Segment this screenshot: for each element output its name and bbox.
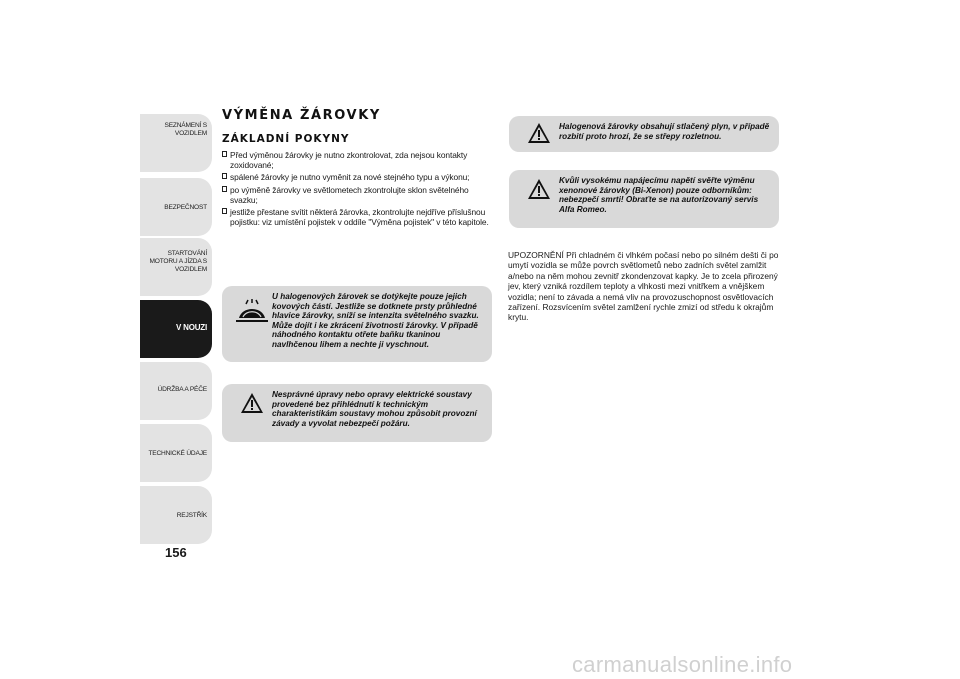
page-number: 156	[165, 545, 187, 560]
instruction-list	[222, 150, 497, 227]
warning-triangle-icon	[527, 122, 551, 144]
checkbox-bullet-icon	[222, 186, 227, 192]
tab-rejstrik[interactable]: REJSTŘÍK	[140, 486, 212, 544]
list-item: Před výměnou žárovky je nutno zkontrolovat, zda nejsou kontakty zoxidované;	[222, 150, 497, 170]
list-item: jestliže přestane svítit některá žárovka, zkontrolujte nejdříve příslušnou pojistku: viz umístění pojistek v oddíle "Výměna pojistek" v této kapitole.	[222, 207, 497, 227]
warning-text: Kvůli vysokému napájecímu napětí svěřte výměnu xenonové žárovky (Bi-Xenon) pouze odborníkům: nebezpečí smrti! Obraťte se na autorizovaný servis Alfa Romeo.	[559, 176, 759, 214]
tab-udrzba[interactable]: ÚDRŽBA A PÉČE	[140, 362, 212, 420]
checkbox-bullet-icon	[222, 208, 227, 214]
tab-seznameni[interactable]: SEZNÁMENÍ S VOZIDLEM	[140, 114, 212, 172]
warning-triangle-icon	[240, 392, 264, 414]
tab-bezpecnost[interactable]: BEZPEČNOST	[140, 178, 212, 236]
xenon-warning	[509, 170, 779, 228]
list-item: spálené žárovky je nutno vyměnit za nové stejného typu a výkonu;	[222, 172, 497, 182]
halogen-pressure-warning	[509, 116, 779, 152]
warning-text: U halogenových žárovek se dotýkejte pouze jejich kovových částí. Jestliže se dotknete prsty průhledné hlavice žárovky, sníží se intenzita světelného svazku. Může dojít i ke zkrácení životnosti žárovky. V případě náhodného kontaktu otřete baňku tkaninou navlhčenou lihem a nechte ji vyschnout.	[272, 292, 479, 349]
warning-triangle-icon	[527, 178, 551, 200]
left-column	[222, 108, 497, 229]
tab-technicke-udaje[interactable]: TECHNICKÉ ÚDAJE	[140, 424, 212, 482]
notice-paragraph: UPOZORNĚNÍ Při chladném či vlhkém počasí nebo po silném dešti či po umytí vozidla se může povrch světlometů nebo zadních světel zamlžit a/nebo na něm mohou zevnitř zkondenzovat kapky. Je to zcela přirozený jev, který vzniká rozdílem teploty a vlhkosti mezi vnitřkem a vnějškem vozidla; není to závada a nemá vliv na provozuschopnost osvětlovacích zařízení. Rozsvícením světel zamlžení rychle zmizí od středu k okrajům krytu.	[508, 250, 779, 323]
warning-text: Nesprávné úpravy nebo opravy elektrické soustavy provedené bez přihlédnutí k technickým charakteristikám soustavy mohou způsobit provozní závady a vyvolat nebezpečí požáru.	[272, 390, 477, 428]
checkbox-bullet-icon	[222, 151, 227, 157]
watermark: carmanualsonline.info	[572, 652, 793, 677]
section-title: ZÁKLADNÍ POKYNY	[222, 133, 350, 145]
tab-v-nouzi[interactable]: V NOUZI	[140, 300, 212, 358]
bulb-handling-warning	[222, 286, 492, 362]
checkbox-bullet-icon	[222, 173, 227, 179]
bulb-handling-icon	[234, 298, 270, 324]
warning-text: Halogenová žárovky obsahují stlačený plyn, v případě rozbití proto hrozí, že se střepy rozletnou.	[559, 122, 770, 141]
list-item: po výměně žárovky ve světlometech zkontrolujte sklon světelného svazku;	[222, 185, 497, 205]
tab-startovani[interactable]: STARTOVÁNÍ MOTORU A JÍZDA S VOZIDLEM	[140, 238, 212, 296]
page-title: VÝMĚNA ŽÁROVKY	[222, 108, 381, 123]
electrical-warning	[222, 384, 492, 442]
